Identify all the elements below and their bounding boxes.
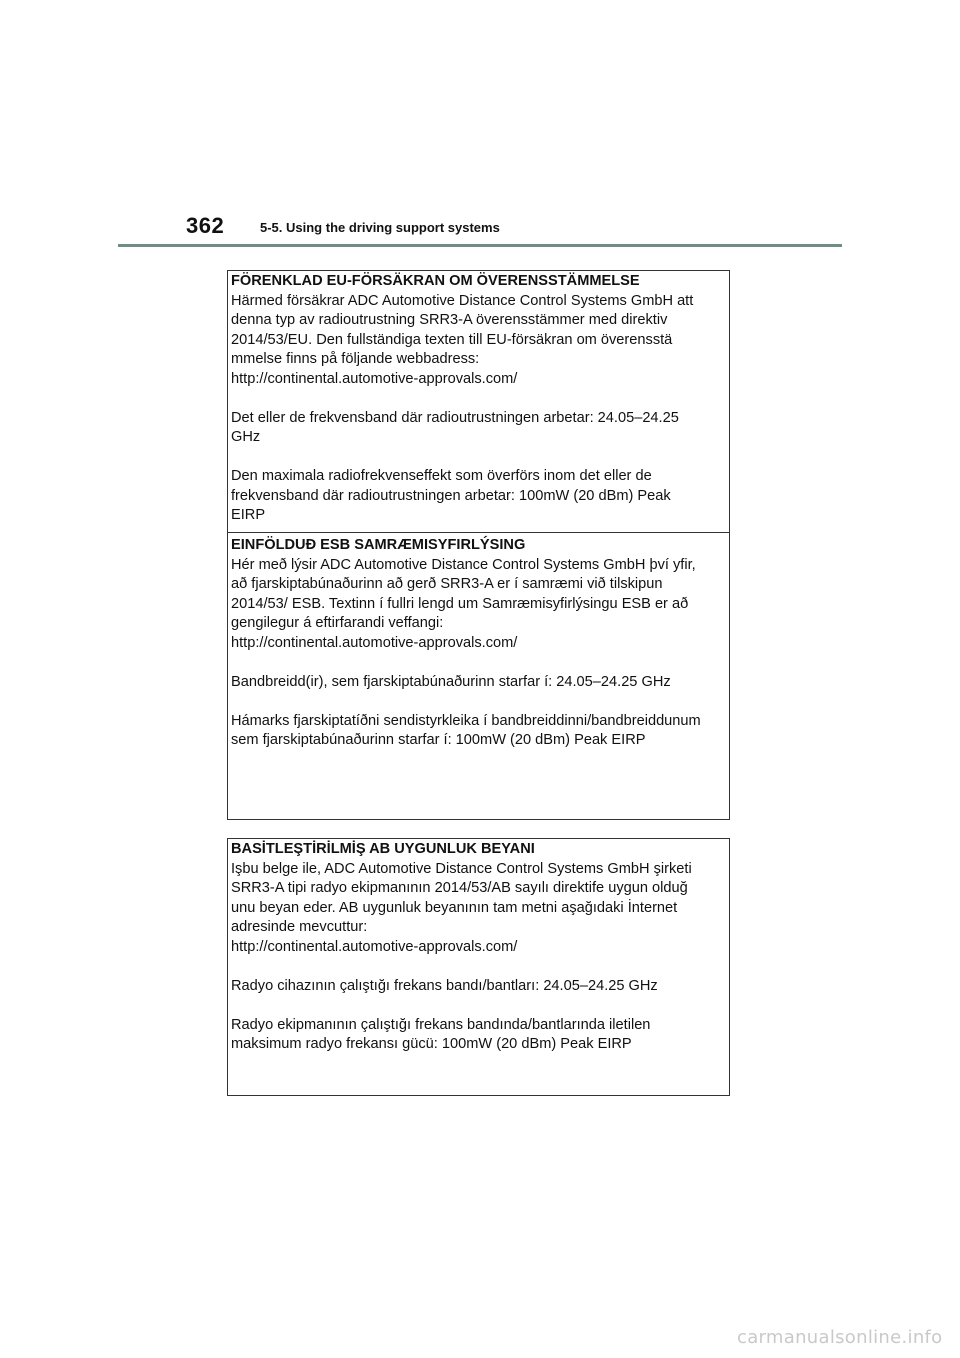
section-title: 5-5. Using the driving support systems <box>260 220 500 235</box>
turkish-line: Işbu belge ile, ADC Automotive Distance Control Systems GmbH şirketi <box>231 860 692 877</box>
icelandic-power-line: sem fjarskiptabúnaðurinn starfar í: 100mW (20 dBm) Peak EIRP <box>231 732 646 748</box>
header-divider <box>118 244 842 247</box>
icelandic-power-line: Hámarks fjarskiptatíðni sendistyrkleika í bandbreiddinni/bandbreiddunum <box>231 712 701 729</box>
swedish-power-line: EIRP <box>231 507 266 523</box>
turkish-band-line: Radyo cihazının çalıştığı frekans bandı/bantları: 24.05–24.25 GHz <box>231 977 658 994</box>
icelandic-line: 2014/53/ ESB. Textinn í fullri lengd um Samræmisyfirlýsingu ESB er að <box>231 595 689 612</box>
swedish-line: denna typ av radioutrustning SRR3-A överensstämmer med direktiv <box>231 312 668 328</box>
turkish-line: SRR3-A tipi radyo ekipmanının 2014/53/AB sayılı direktife uygun olduğ <box>231 880 688 896</box>
icelandic-section <box>228 533 729 754</box>
page-number: 362 <box>186 213 225 238</box>
turkish-url: http://continental.automotive-approvals.com/ <box>231 938 518 955</box>
swedish-line: Härmed försäkrar ADC Automotive Distance Control Systems GmbH att <box>231 292 694 309</box>
icelandic-line: gengilegur á eftirfarandi veffangi: <box>231 615 444 631</box>
declaration-box-2 <box>227 838 730 1096</box>
icelandic-heading: EINFÖLDUÐ ESB SAMRÆMISYFIRLÝSING <box>231 537 526 553</box>
turkish-line: unu beyan eder. AB uygunluk beyanının tam metni aşağıdaki İnternet <box>231 899 678 916</box>
turkish-power-line: maksimum radyo frekansı gücü: 100mW (20 dBm) Peak EIRP <box>231 1036 632 1052</box>
turkish-power-line: Radyo ekipmanının çalıştığı frekans bandında/bantlarında iletilen <box>231 1016 651 1033</box>
declaration-box-1 <box>227 270 730 820</box>
icelandic-line: að fjarskiptabúnaðurinn að gerð SRR3-A er í samræmi við tilskipun <box>231 576 663 592</box>
watermark: carmanualsonline.info <box>737 1327 943 1348</box>
page-header <box>186 212 842 246</box>
icelandic-band-line: Bandbreidd(ir), sem fjarskiptabúnaðurinn starfar í: 24.05–24.25 GHz <box>231 673 671 690</box>
swedish-heading: FÖRENKLAD EU-FÖRSÄKRAN OM ÖVERENSSTÄMMELSE <box>231 273 640 289</box>
swedish-url: http://continental.automotive-approvals.com/ <box>231 370 518 387</box>
swedish-band-line: GHz <box>231 429 261 445</box>
turkish-line: adresinde mevcuttur: <box>231 919 368 935</box>
swedish-line: 2014/53/EU. Den fullständiga texten till EU-försäkran om överensstä <box>231 331 673 348</box>
swedish-line: mmelse finns på följande webbadress: <box>231 351 480 367</box>
icelandic-line: Hér með lýsir ADC Automotive Distance Control Systems GmbH því yfir, <box>231 556 696 573</box>
swedish-power-line: Den maximala radiofrekvenseffekt som överförs inom det eller de <box>231 468 652 484</box>
icelandic-url: http://continental.automotive-approvals.com/ <box>231 634 518 651</box>
swedish-power-line: frekvensband där radioutrustningen arbetar: 100mW (20 dBm) Peak <box>231 487 671 504</box>
turkish-heading: BASİTLEŞTİRİLMİŞ AB UYGUNLUK BEYANI <box>231 841 535 857</box>
swedish-band-line: Det eller de frekvensband där radioutrustningen arbetar: 24.05–24.25 <box>231 409 679 426</box>
turkish-section <box>228 840 729 1058</box>
swedish-section <box>228 272 729 533</box>
